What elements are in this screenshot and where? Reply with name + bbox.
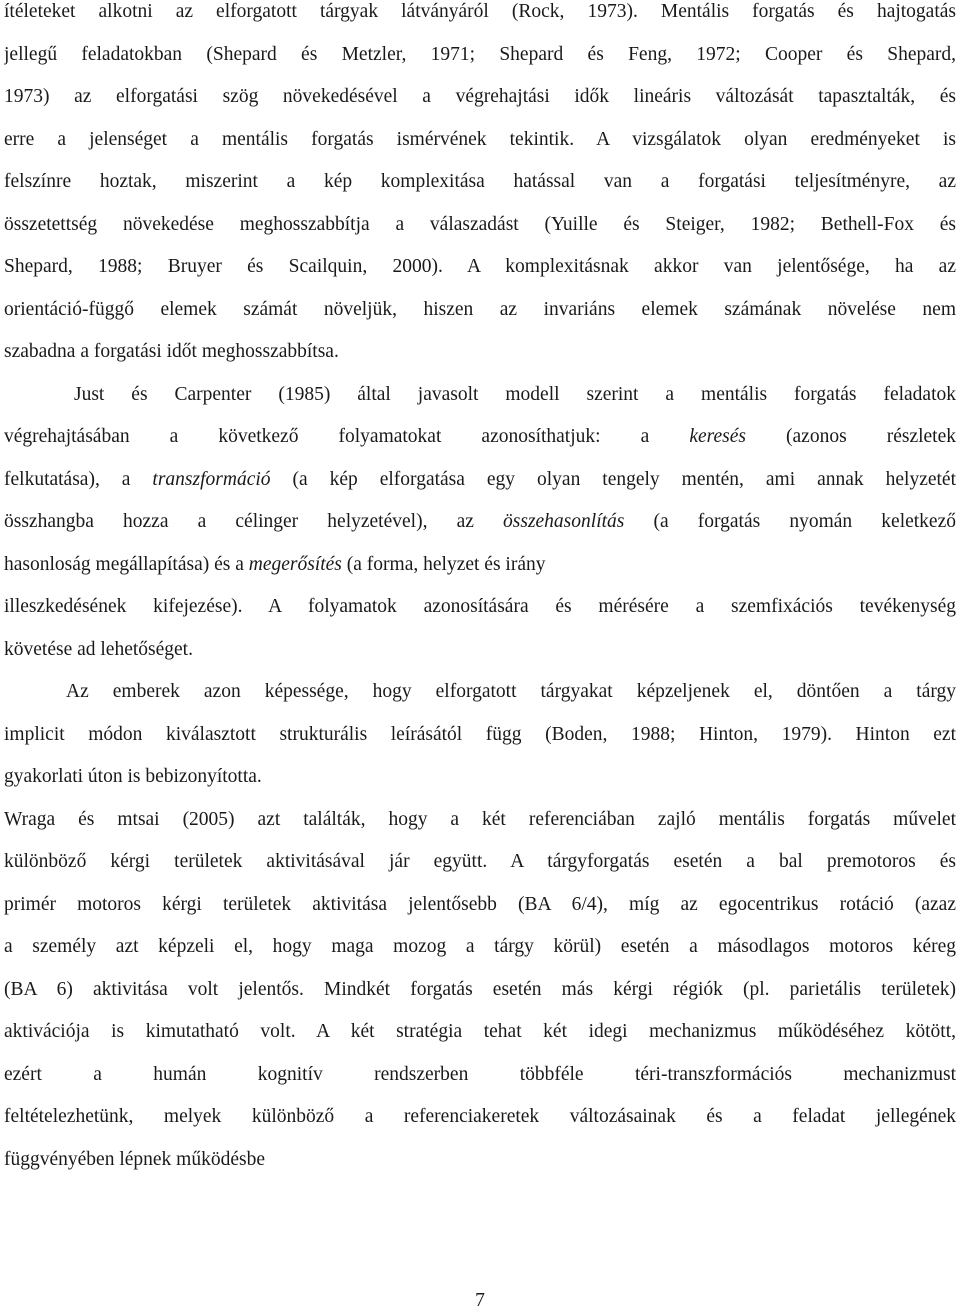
paragraph-3 — [4, 671, 956, 799]
emphasized-term: megerősítés — [248, 553, 342, 575]
text-line: függvényében lépnek működésbe — [4, 1148, 266, 1170]
paragraph-2 — [4, 374, 956, 672]
text-line: Just és Carpenter (1985) által javasolt modell szerint a mentális forgatás feladatok — [74, 383, 956, 405]
text-line: összetettség növekedése meghosszabbítja a válaszadást (Yuille és Steiger, 1982; Bethell-Fox és — [4, 213, 956, 235]
text-line: felszínre hoztak, miszerint a kép komplexitása hatással van a forgatási teljesítményre, az — [4, 171, 956, 192]
text-run: (a kép elforgatása egy olyan tengely mentén, ami annak helyzetét — [270, 468, 956, 490]
text-run: összhangba hozza a célinger helyzetével), az — [4, 511, 504, 532]
emphasized-term: keresés — [689, 426, 746, 447]
text-run: (azonos részletek — [745, 426, 956, 447]
text-line: illeszkedésének kifejezése). A folyamatok azonosítására és mérésére a szemfixációs tevékenység — [4, 596, 956, 617]
text-line: ítéleteket alkotni az elforgatott tárgyak látványáról (Rock, 1973). Mentális forgatás és hajtogatás — [4, 1, 956, 22]
text-run: (a forma, helyzet és irány — [341, 553, 546, 575]
text-line: Wraga és mtsai (2005) azt találták, hogy a két referenciában zajló mentális forgatás művelet — [4, 808, 956, 830]
emphasized-term: összehasonlítás — [503, 511, 625, 532]
text-line — [4, 544, 956, 587]
text-run: hasonloság megállapítása) és a — [4, 553, 249, 575]
text-line — [4, 501, 956, 544]
text-line: Shepard, 1988; Bruyer és Scailquin, 2000). A komplexitásnak akkor van jelentősége, ha az — [4, 256, 956, 277]
text-line: primér motoros kérgi területek aktivitása jelentősebb (BA 6/4), míg az egocentrikus rotáció (azaz — [4, 893, 956, 915]
text-line: különböző kérgi területek aktivitásával jár együtt. A tárgyforgatás esetén a bal premotoros és — [4, 851, 956, 872]
paragraph-4 — [4, 799, 956, 1182]
text-run: felkutatása), a — [4, 468, 153, 490]
text-run: (a forgatás nyomán keletkező — [624, 511, 956, 532]
text-line: implicit módon kiválasztott strukturális leírásától függ (Boden, 1988; Hinton, 1979). Hinton ezt — [4, 723, 956, 745]
text-line: a személy azt képzeli el, hogy maga mozog a tárgy körül) esetén a másodlagos motoros kéreg — [4, 936, 956, 957]
text-line: aktivációja is kimutatható volt. A két stratégia tehat két idegi mechanizmus működéséhez kötött, — [4, 1021, 956, 1042]
text-line: Az emberek azon képessége, hogy elforgatott tárgyakat képzeljenek el, döntően a tárgy — [66, 681, 956, 702]
text-line: jellegű feladatokban (Shepard és Metzler, 1971; Shepard és Feng, 1972; Cooper és Shepard, — [4, 43, 956, 65]
text-line: ezért a humán kognitív rendszerben többféle téri-transzformációs mechanizmust — [4, 1063, 956, 1085]
text-line: gyakorlati úton is bebizonyította. — [4, 766, 262, 787]
text-line — [4, 459, 956, 502]
text-line: 1973) az elforgatási szög növekedésével a végrehajtási idők lineáris változását tapasztalták, és — [4, 86, 956, 107]
text-line: (BA 6) aktivitása volt jelentős. Mindkét forgatás esetén más kérgi régiók (pl. parietális területek) — [4, 978, 956, 1000]
paragraph-1 — [4, 0, 956, 374]
emphasized-term: transzformáció — [152, 468, 271, 490]
text-line: orientáció-függő elemek számát növeljük, hiszen az invariáns elemek számának növelése nem — [4, 298, 956, 320]
text-line: feltételezhetünk, melyek különböző a referenciakeretek változásainak és a feladat jellegének — [4, 1106, 956, 1127]
text-run: végrehajtásában a következő folyamatokat azonosíthatjuk: a — [4, 426, 690, 447]
text-line: követése ad lehetőséget. — [4, 638, 193, 660]
text-line: szabadna a forgatási időt meghosszabbítsa. — [4, 341, 339, 362]
text-line — [4, 416, 956, 459]
page-number: 7 — [475, 1290, 485, 1311]
text-line: erre a jelenséget a mentális forgatás ismérvének tekintik. A vizsgálatok olyan eredményeket is — [4, 128, 956, 150]
document-page — [4, 0, 956, 1181]
